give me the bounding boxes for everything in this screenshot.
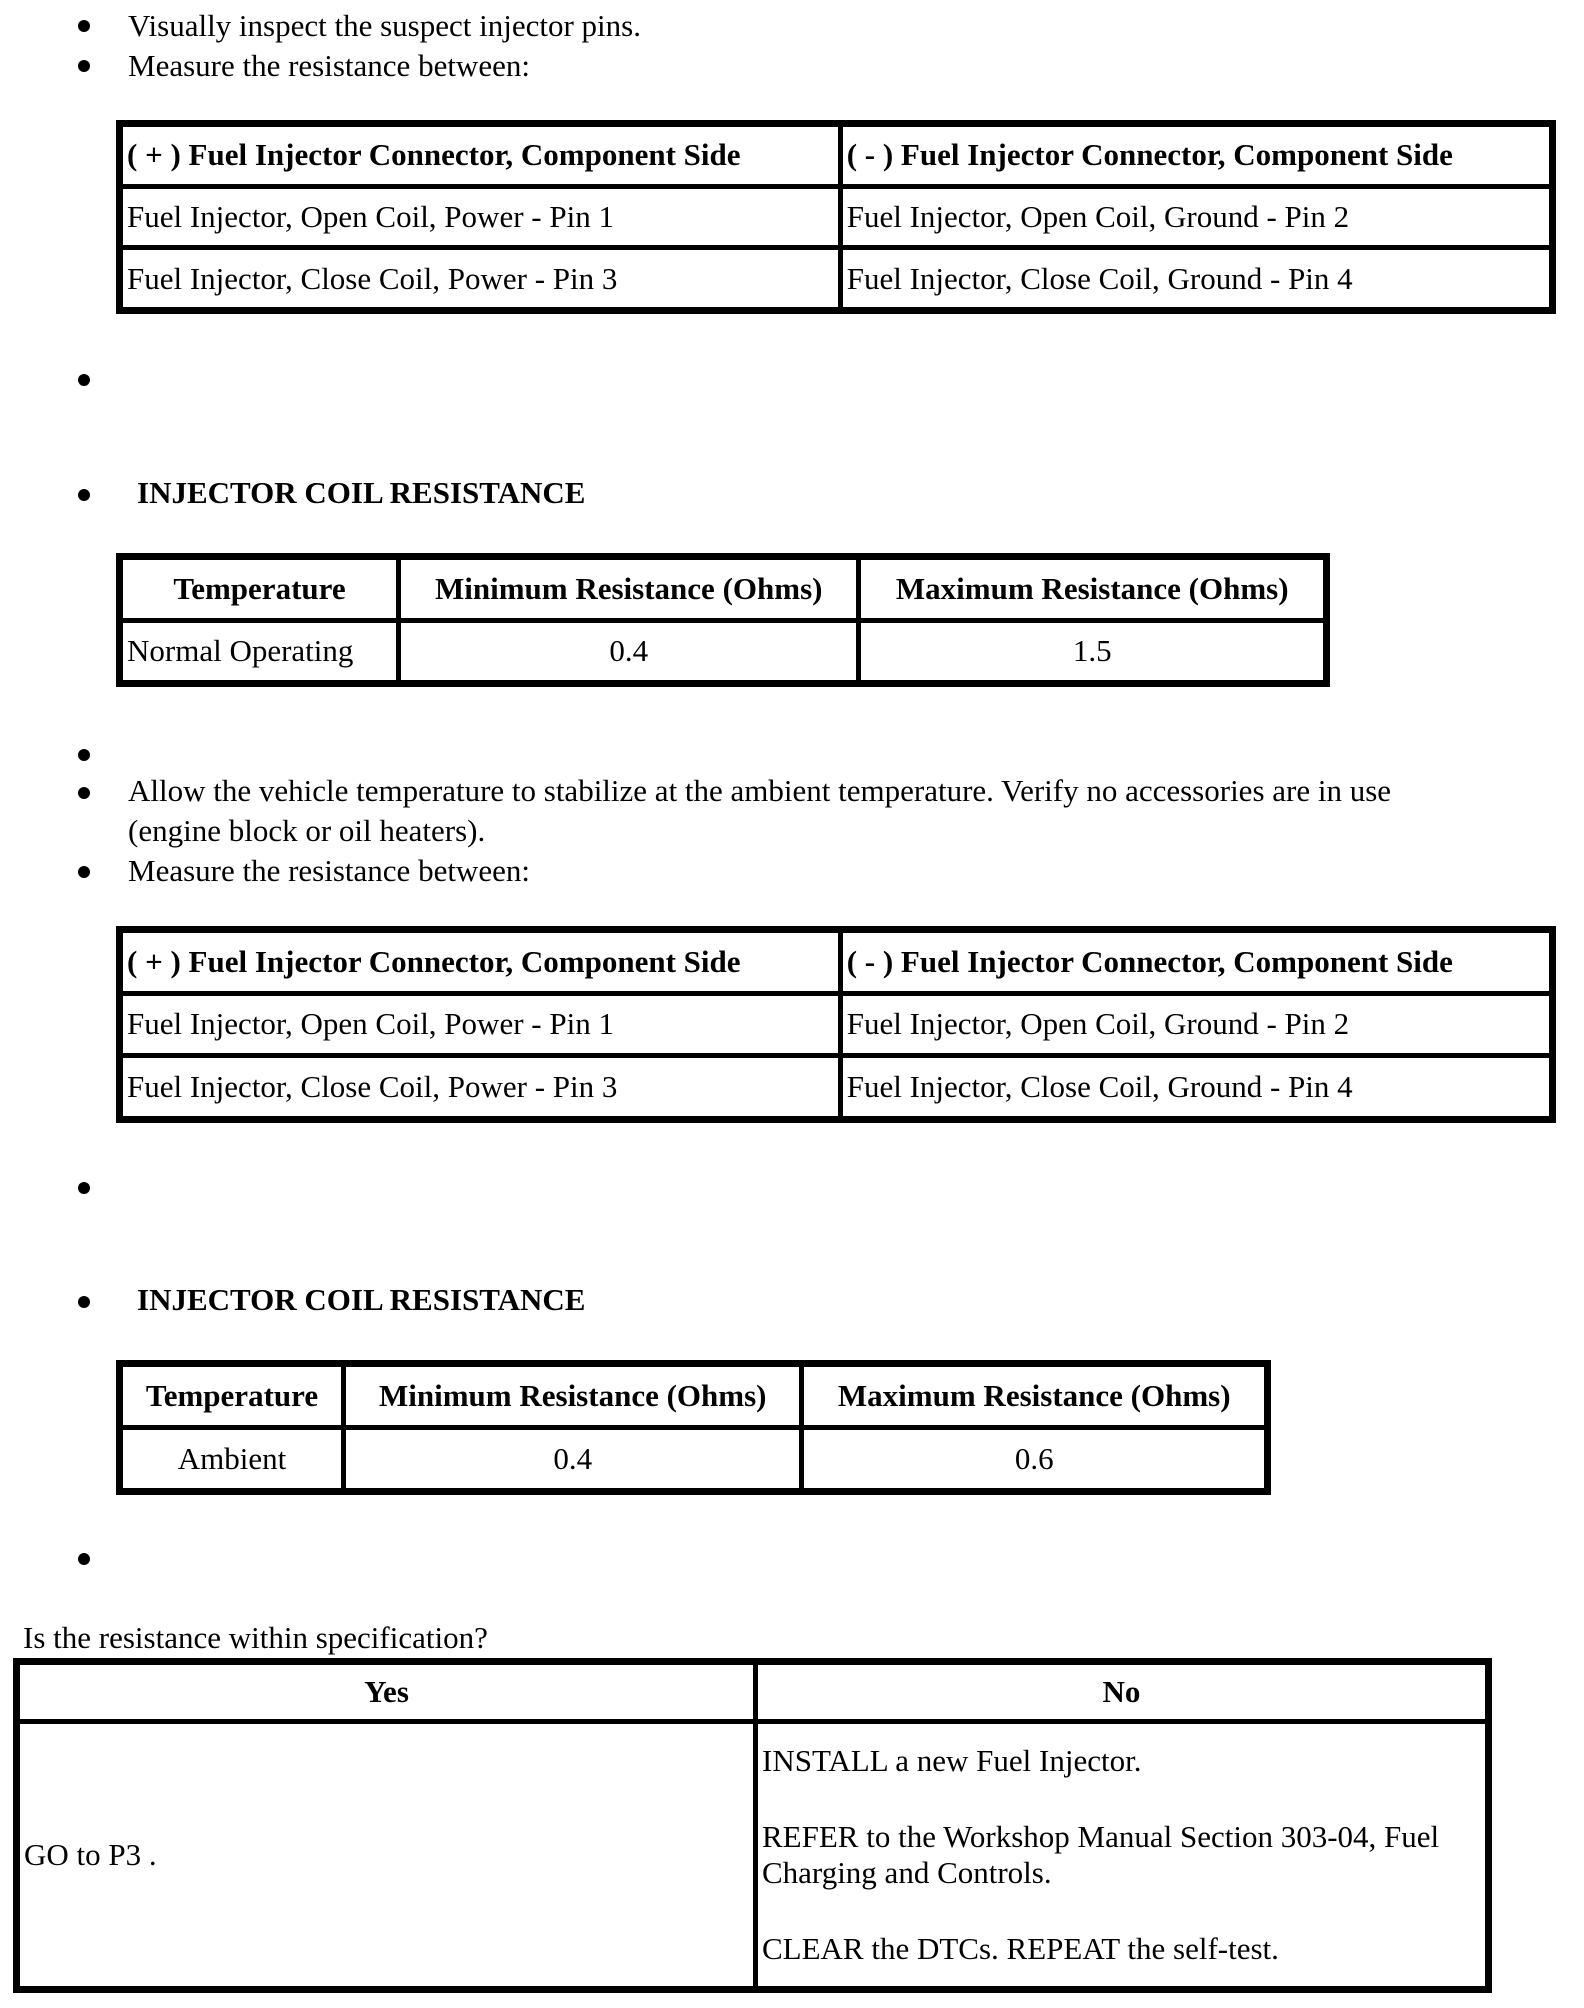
resistance-heading: INJECTOR COIL RESISTANCE bbox=[137, 475, 586, 510]
cell: Fuel Injector, Close Coil, Ground - Pin 4 bbox=[840, 1056, 1552, 1120]
header-temperature: Temperature bbox=[120, 1364, 344, 1428]
pin-table-1 bbox=[116, 120, 1556, 314]
header-positive: ( + ) Fuel Injector Connector, Component Side bbox=[120, 930, 841, 994]
bullet bbox=[78, 866, 90, 878]
bullet bbox=[78, 374, 90, 386]
pin-table-2 bbox=[116, 926, 1556, 1123]
cell: Fuel Injector, Open Coil, Power - Pin 1 bbox=[120, 993, 841, 1055]
header-min: Minimum Resistance (Ohms) bbox=[344, 1364, 802, 1428]
header-positive: ( + ) Fuel Injector Connector, Component Side bbox=[120, 124, 841, 187]
cell: Ambient bbox=[120, 1428, 344, 1492]
decision-table bbox=[13, 1658, 1492, 1993]
bullet bbox=[78, 1296, 90, 1308]
cell: Fuel Injector, Close Coil, Ground - Pin 4 bbox=[840, 248, 1552, 311]
question: Is the resistance within specification? bbox=[23, 1620, 488, 1655]
cell: Fuel Injector, Open Coil, Ground - Pin 2 bbox=[840, 993, 1552, 1055]
header-temperature: Temperature bbox=[120, 557, 399, 621]
no-actions bbox=[756, 1722, 1489, 1990]
cell: Fuel Injector, Open Coil, Power - Pin 1 bbox=[120, 186, 841, 247]
cell: Fuel Injector, Close Coil, Power - Pin 3 bbox=[120, 1056, 841, 1120]
step-allow-cont: (engine block or oil heaters). bbox=[128, 813, 486, 848]
step-inspect: Visually inspect the suspect injector pins. bbox=[128, 8, 641, 43]
cell: 0.4 bbox=[344, 1428, 802, 1492]
bullet bbox=[78, 787, 90, 799]
bullet bbox=[78, 60, 90, 72]
step-measure: Measure the resistance between: bbox=[128, 48, 530, 83]
no-action: REFER to the Workshop Manual Section 303-04, Fuel Charging and Controls. bbox=[762, 1819, 1440, 1890]
resistance-table-normal bbox=[116, 553, 1330, 687]
cell: Fuel Injector, Open Coil, Ground - Pin 2 bbox=[840, 186, 1552, 247]
step-measure: Measure the resistance between: bbox=[128, 853, 530, 888]
bullet bbox=[78, 20, 90, 32]
no-header: No bbox=[756, 1662, 1489, 1722]
yes-header: Yes bbox=[17, 1662, 756, 1722]
resistance-table-ambient bbox=[116, 1360, 1271, 1495]
bullet bbox=[78, 489, 90, 501]
cell: Fuel Injector, Close Coil, Power - Pin 3 bbox=[120, 248, 841, 311]
header-min: Minimum Resistance (Ohms) bbox=[399, 557, 859, 621]
cell: 0.6 bbox=[802, 1428, 1268, 1492]
bullet bbox=[78, 749, 90, 761]
no-action: INSTALL a new Fuel Injector. bbox=[762, 1743, 1142, 1778]
step-allow: Allow the vehicle temperature to stabilize at the ambient temperature. Verify no accessories are in use bbox=[128, 773, 1392, 808]
bullet bbox=[78, 1182, 90, 1194]
bullet bbox=[78, 1553, 90, 1565]
header-negative: ( - ) Fuel Injector Connector, Component Side bbox=[840, 930, 1552, 994]
resistance-heading: INJECTOR COIL RESISTANCE bbox=[137, 1282, 586, 1317]
header-negative: ( - ) Fuel Injector Connector, Component Side bbox=[840, 124, 1552, 187]
cell: Normal Operating bbox=[120, 620, 399, 684]
header-max: Maximum Resistance (Ohms) bbox=[802, 1364, 1268, 1428]
cell: 1.5 bbox=[859, 620, 1327, 684]
header-max: Maximum Resistance (Ohms) bbox=[859, 557, 1327, 621]
no-action: CLEAR the DTCs. REPEAT the self-test. bbox=[762, 1931, 1279, 1966]
cell: 0.4 bbox=[399, 620, 859, 684]
yes-action: GO to P3 . bbox=[17, 1722, 756, 1990]
